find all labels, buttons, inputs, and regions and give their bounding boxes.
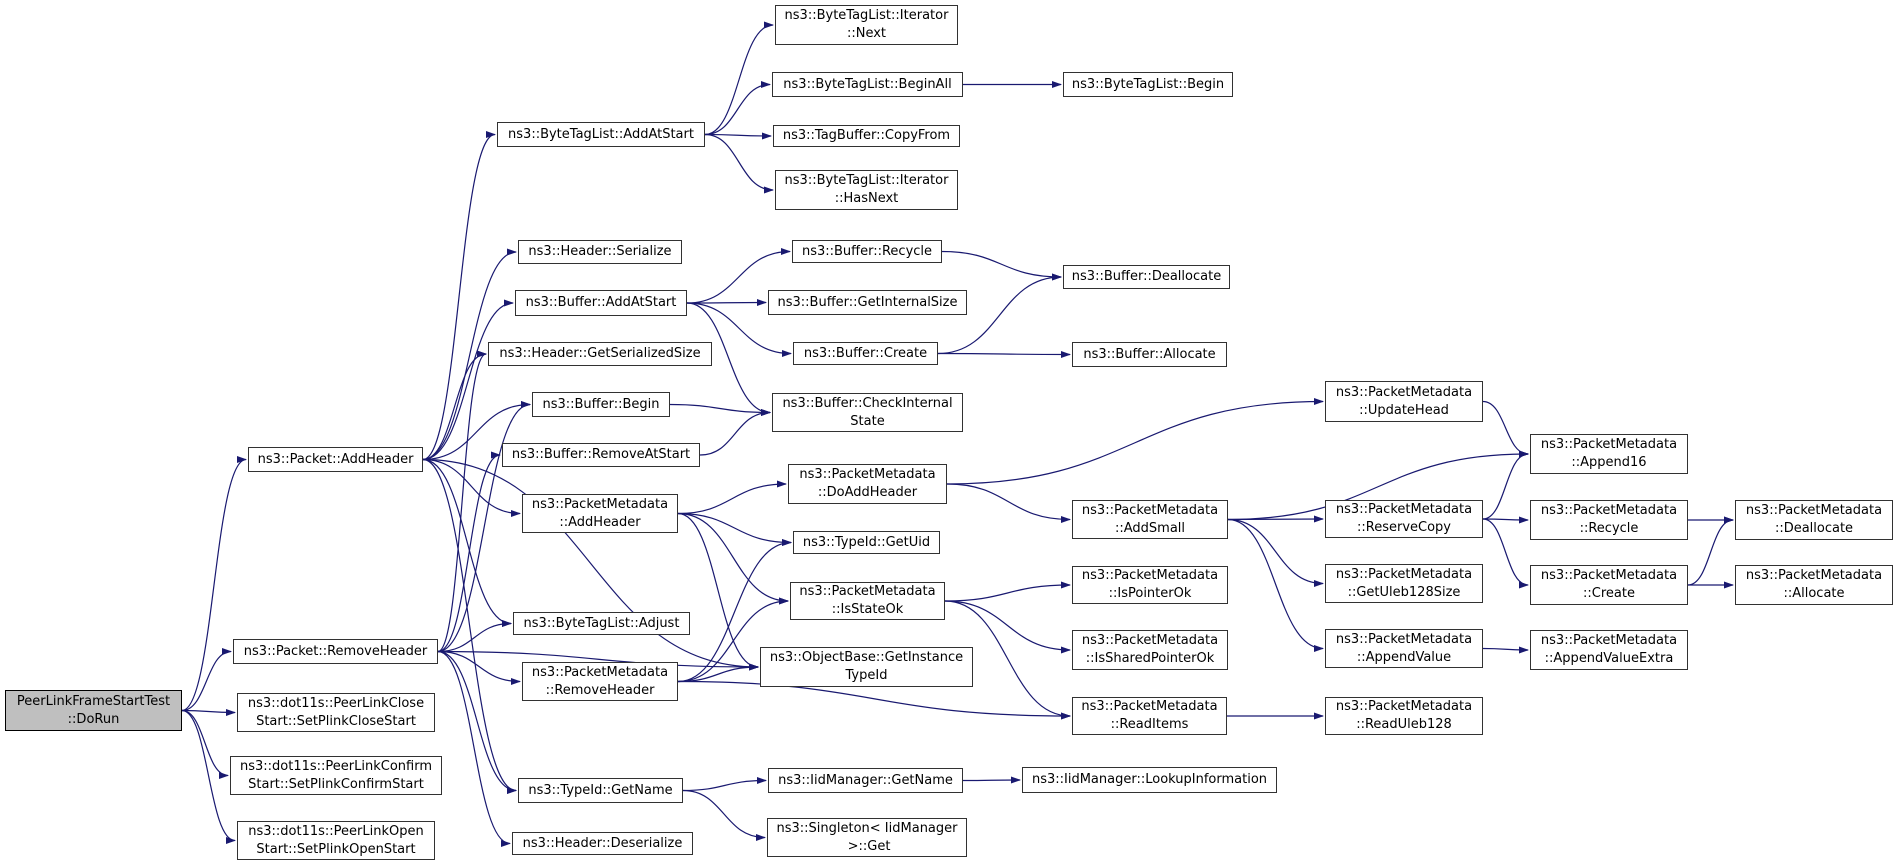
node-label: TypeId [845, 668, 888, 683]
node-label: ns3::PacketMetadata [1335, 699, 1473, 715]
node-label: ns3::dot11s::PeerLinkConfirm [240, 758, 432, 774]
node-hdr_serialize[interactable] [518, 240, 682, 264]
node-buf_checkinternalstate[interactable] [772, 393, 963, 432]
node-label: ::DoRun [67, 711, 120, 727]
node-label: ns3::PacketMetadata [531, 664, 669, 680]
node-label: ns3::PacketMetadata [1745, 568, 1883, 584]
node-label: ns3::Singleton< IidManager [776, 820, 958, 836]
node-tid_getuid[interactable] [793, 531, 940, 554]
node-label: ::ReserveCopy [1357, 520, 1451, 535]
node-iid_lookupinfo[interactable] [1022, 767, 1277, 793]
node-label: ns3::Buffer::Recycle [801, 243, 933, 259]
node-label: ::AppendValue [1356, 649, 1452, 665]
node-label: ::AddHeader [559, 514, 641, 530]
node-btl_beginall[interactable] [772, 72, 963, 97]
node-label: ::Allocate [1783, 586, 1845, 601]
node-label: ns3::IidManager::GetName [778, 772, 953, 788]
node-label: ns3::Buffer::Create [803, 345, 928, 361]
node-label: ns3::dot11s::PeerLinkClose [247, 695, 425, 711]
node-hdr_getserializedsize[interactable] [488, 342, 712, 366]
node-buf_create[interactable] [793, 342, 938, 365]
node-tagbuf_copyfrom[interactable] [773, 125, 960, 147]
node-label: ns3::Buffer::Allocate [1083, 346, 1216, 362]
node-label: ::IsSharedPointerOk [1085, 651, 1215, 666]
node-label: ::Append16 [1571, 455, 1647, 470]
node-buf_begin[interactable] [532, 392, 670, 417]
node-label: ns3::ObjectBase::GetInstance [769, 650, 964, 666]
node-pm_isstateok[interactable] [790, 582, 945, 620]
node-label: ::AddSmall [1114, 520, 1186, 536]
node-label: ns3::ByteTagList::Adjust [523, 615, 680, 631]
node-label: ns3::PacketMetadata [799, 467, 936, 483]
node-pm_doaddheader[interactable] [788, 464, 947, 504]
node-btl_adjust[interactable] [513, 612, 690, 635]
node-label: Start::SetPlinkConfirmStart [248, 776, 424, 792]
node-label: Start::SetPlinkOpenStart [256, 841, 416, 857]
node-hdr_deserialize[interactable] [512, 832, 693, 855]
node-label: ::IsPointerOk [1108, 586, 1192, 601]
node-label: ::ReadUleb128 [1356, 717, 1452, 732]
node-pm_readitems[interactable] [1072, 697, 1227, 735]
node-label: ns3::PacketMetadata [1745, 503, 1883, 519]
node-ob_getinstancetypeid[interactable] [760, 647, 973, 687]
node-label: ::Recycle [1579, 521, 1639, 536]
node-label: ns3::ByteTagList::AddAtStart [508, 126, 694, 142]
node-label: ns3::Buffer::Deallocate [1071, 269, 1222, 285]
node-pm_allocate[interactable] [1735, 565, 1893, 605]
node-label: ns3::Header::Serialize [528, 244, 672, 260]
node-btl_addatstart[interactable] [497, 122, 705, 147]
node-label: ns3::PacketMetadata [1081, 699, 1218, 715]
node-label: ns3::Header::Deserialize [522, 835, 683, 851]
node-label: ::Deallocate [1774, 521, 1854, 536]
node-pkt_removeheader[interactable] [233, 639, 438, 664]
node-label: ns3::PacketMetadata [1335, 384, 1473, 400]
node-pm_removeheader[interactable] [522, 662, 678, 701]
node-label: Start::SetPlinkCloseStart [256, 713, 416, 729]
node-singleton_get[interactable] [767, 818, 967, 857]
node-label: >::Get [843, 838, 891, 854]
node-label: ns3::Header::GetSerializedSize [499, 346, 701, 362]
node-label: ns3::PacketMetadata [531, 496, 669, 512]
node-label: ::Next [846, 26, 887, 41]
node-pm_ispointerok[interactable] [1072, 566, 1228, 604]
node-pm_getuleb128size[interactable] [1325, 564, 1483, 603]
node-pm_reservecopy[interactable] [1325, 500, 1483, 538]
node-pm_updatehead[interactable] [1325, 381, 1483, 422]
node-pm_issharedpointerok[interactable] [1072, 630, 1228, 670]
node-label: ns3::ByteTagList::Iterator [784, 8, 949, 24]
node-label: ns3::PacketMetadata [799, 584, 936, 600]
node-label: ns3::TypeId::GetUid [802, 534, 931, 550]
node-label: PeerLinkFrameStartTest [16, 693, 171, 709]
node-pm_appendvalueextra[interactable] [1530, 630, 1688, 670]
node-pm_addheader[interactable] [522, 494, 678, 533]
node-closestart[interactable] [237, 693, 435, 732]
node-pm_recycle[interactable] [1530, 500, 1688, 540]
node-label: ::AppendValueExtra [1544, 651, 1674, 666]
node-label: ::HasNext [834, 191, 899, 206]
node-pm_create[interactable] [1530, 565, 1688, 605]
node-label: ns3::PacketMetadata [1081, 633, 1219, 649]
node-label: ::ReadItems [1110, 717, 1189, 732]
node-label: ns3::Buffer::AddAtStart [525, 295, 677, 311]
node-pm_deallocate[interactable] [1735, 500, 1893, 540]
node-pkt_addheader[interactable] [248, 447, 423, 472]
node-buf_allocate[interactable] [1072, 342, 1227, 367]
node-label: ns3::PacketMetadata [1335, 566, 1473, 582]
node-label: ns3::PacketMetadata [1335, 631, 1473, 647]
node-buf_removeatstart[interactable] [502, 443, 700, 467]
node-buf_recycle[interactable] [792, 240, 942, 263]
node-dorun[interactable] [5, 690, 182, 731]
node-buf_addatstart[interactable] [515, 290, 687, 316]
node-label: ns3::ByteTagList::BeginAll [783, 76, 952, 92]
node-label: ns3::IidManager::LookupInformation [1031, 772, 1268, 788]
node-label: ns3::Buffer::CheckInternal [782, 395, 953, 411]
node-label: ns3::PacketMetadata [1540, 568, 1678, 584]
node-label: ns3::PacketMetadata [1335, 502, 1473, 518]
node-label: ns3::PacketMetadata [1081, 568, 1219, 584]
node-label: ns3::ByteTagList::Begin [1071, 76, 1225, 92]
node-confirmstart[interactable] [230, 756, 442, 795]
node-buf_getinternalsize[interactable] [768, 290, 967, 315]
node-pm_appendvalue[interactable] [1325, 629, 1483, 668]
node-label: ::UpdateHead [1359, 402, 1449, 418]
node-label: ns3::Packet::AddHeader [257, 451, 414, 467]
node-label: ns3::PacketMetadata [1540, 503, 1678, 519]
node-label: ::Create [1583, 586, 1635, 601]
node-iid_getname[interactable] [768, 768, 963, 793]
node-label: ns3::Packet::RemoveHeader [243, 643, 428, 659]
node-label: ::RemoveHeader [545, 682, 655, 698]
node-label: ns3::Buffer::RemoveAtStart [511, 447, 691, 463]
node-pm_readuleb128[interactable] [1325, 697, 1483, 735]
node-label: ns3::TagBuffer::CopyFrom [782, 128, 951, 144]
node-label: ns3::dot11s::PeerLinkOpen [248, 823, 424, 839]
node-tid_getname[interactable] [518, 778, 683, 803]
node-label: ns3::Buffer::Begin [542, 396, 660, 412]
node-pm_addsmall[interactable] [1072, 500, 1228, 539]
node-label: ns3::PacketMetadata [1540, 437, 1678, 453]
node-label: ::GetUleb128Size [1347, 584, 1461, 600]
node-openstart[interactable] [237, 821, 435, 860]
node-label: ns3::Buffer::GetInternalSize [777, 294, 958, 310]
node-label: State [850, 413, 885, 429]
node-btl_it_next[interactable] [775, 5, 958, 45]
node-buf_deallocate[interactable] [1063, 265, 1230, 289]
node-pm_append16[interactable] [1530, 434, 1688, 474]
node-label: ns3::PacketMetadata [1540, 633, 1678, 649]
node-btl_begin[interactable] [1063, 72, 1233, 97]
node-btl_it_hasnext[interactable] [775, 170, 958, 210]
node-label: ::IsStateOk [831, 602, 904, 617]
node-label: ::DoAddHeader [817, 485, 918, 500]
node-label: ns3::TypeId::GetName [528, 782, 673, 798]
node-label: ns3::PacketMetadata [1081, 502, 1219, 518]
node-label: ns3::ByteTagList::Iterator [784, 173, 949, 189]
